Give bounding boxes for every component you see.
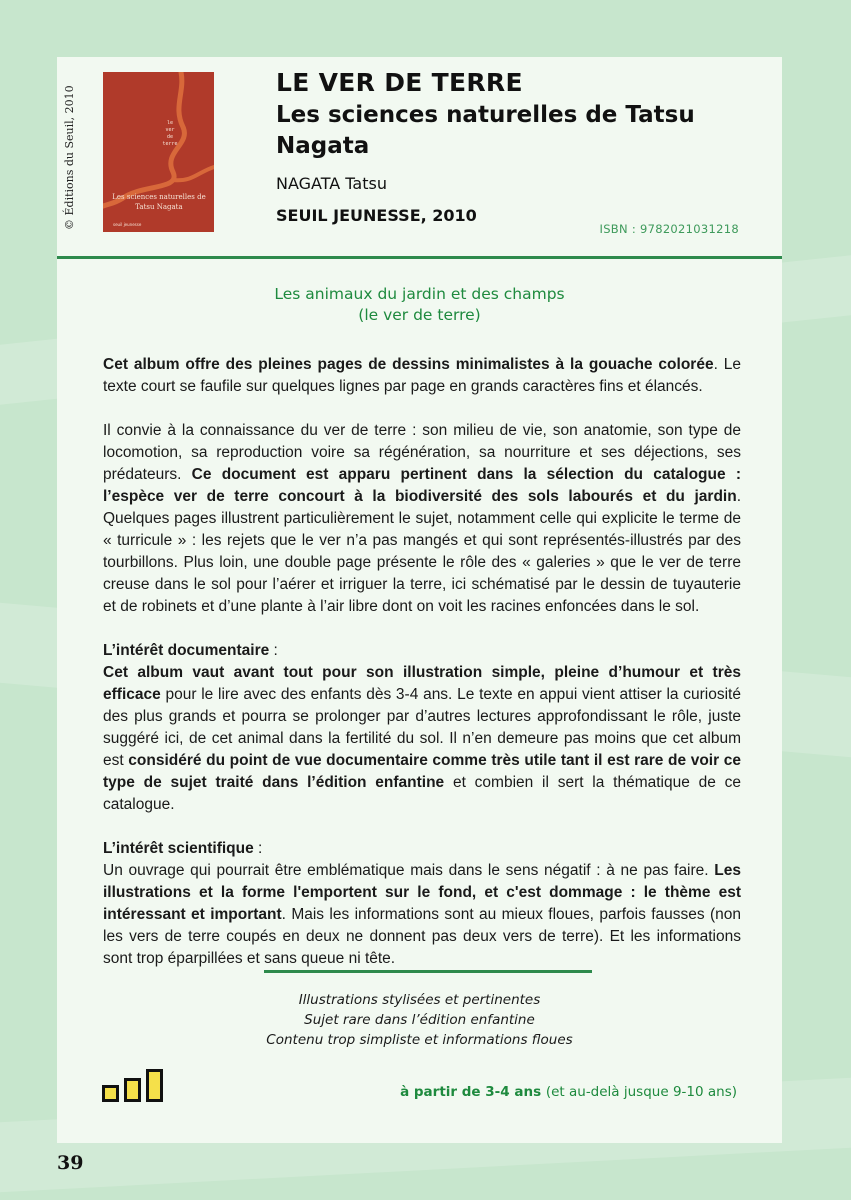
intro-text: . Le texte court se faufile sur quelques lignes par page en grands caractères fins et élancés. [103, 356, 741, 395]
cover-series: Les sciences naturelles de Tatsu Nagata [112, 193, 206, 211]
cover-title: le ver de terre [162, 120, 178, 147]
section-title [57, 284, 782, 326]
assessment-summary [57, 990, 782, 1050]
section-title-line-1: Les animaux du jardin et des champs [274, 285, 565, 303]
age-main: à partir de 3-4 ans [400, 1084, 542, 1100]
paragraph-documentary-interest: L’intérêt documentaire : Cet album vaut avant tout pour son illustration simple, pleine d’humour et très efficace pour le lire avec des enfants dès 3-4 ans. Le texte en appui vient attiser la curiosité des plus grands et pourra se prolonger par d’autres lectures approfondissant le rôle, juste suggéré ici, de cet animal dans la fertilité du sol. Il n’en demeure pas moins que cet album est considéré du point de vue documentaire comme très utile tant il est rare de voir ce type de sujet traité dans l’édition enfantine et combien il sert la thématique de ce catalogue. [103, 642, 742, 813]
assessment-line: Illustrations stylisées et pertinentes [298, 992, 541, 1008]
photo-credit: © Éditions du Seuil, 2010 [63, 85, 76, 230]
header-divider [57, 256, 782, 259]
age-extra: (et au-delà jusque 9-10 ans) [545, 1084, 737, 1100]
description-bold: Ce document est apparu pertinent dans la sélection du catalogue : l’espèce ver de terre concourt à la biodiversité des sols labourés et du jardin [103, 466, 741, 505]
assessment-line: Sujet rare dans l’édition enfantine [304, 1012, 535, 1028]
cover-publisher-mark: seuil jeunesse [113, 222, 142, 227]
section-title-line-2: (le ver de terre) [358, 306, 481, 324]
assessment-line: Contenu trop simpliste et informations floues [266, 1032, 573, 1048]
paragraph-intro [103, 354, 741, 398]
level-bar-2 [124, 1078, 141, 1102]
paragraph-description: Il convie à la connaissance du ver de terre : son milieu de vie, son anatomie, son type de locomotion, sa reproduction voire sa régénération, sa nourriture et ses déjections, ses prédateurs. Ce document est apparu pertinent dans la sélection du catalogue : l’espèce ver de terre concourt à la biodiversité des sols labourés et du jardin. Quelques pages illustrent particulièrement le sujet, notamment celle qui explicite le terme de « turricule » : les rejets que le ver n’a pas mangés et qui sont représentés-illustrés par des tourbillons. Plus loin, une double page présente le rôle des « galeries » que le ver de terre creuse dans le sol pour l’aérer et irriguer la terre, ici schématisé par le dessin de tuyauterie et de robinets et d’une plante à l’air libre dont on voit les racines enfoncées dans le sol. [103, 422, 741, 615]
assessment-divider [264, 970, 592, 973]
scientific-heading: L’intérêt scientifique [103, 840, 254, 857]
book-isbn: ISBN : 9782021031218 [599, 222, 739, 236]
book-subtitle: Les sciences naturelles de Tatsu Nagata [276, 102, 695, 159]
reading-level-icon [102, 1068, 166, 1102]
documentary-heading: L’intérêt documentaire [103, 642, 270, 659]
book-cover-image [103, 72, 214, 232]
level-bar-1 [102, 1085, 119, 1102]
intro-bold: Cet album offre des pleines pages de dessins minimalistes à la gouache colorée [103, 356, 714, 373]
book-title: LE VER DE TERRE [276, 68, 523, 97]
age-range [400, 1084, 737, 1100]
book-author: NAGATA Tatsu [276, 174, 387, 193]
review-body [103, 354, 741, 970]
paragraph-scientific-interest: L’intérêt scientifique : Un ouvrage qui pourrait être emblématique mais dans le sens négatif : à ne pas faire. Les illustrations et la forme l'emportent sur le fond, et c'est dommage : le thème est intéressant et important. Mais les informations sont au mieux floues, parfois fausses (non les vers de terre coupés en deux ne donnent pas deux vers de terre). Et les informations sont trop éparpillées et sans queue ni tête. [103, 840, 742, 967]
level-bar-3 [146, 1069, 163, 1102]
page-number: 39 [57, 1152, 84, 1174]
book-publisher: SEUIL JEUNESSE, 2010 [276, 206, 477, 225]
